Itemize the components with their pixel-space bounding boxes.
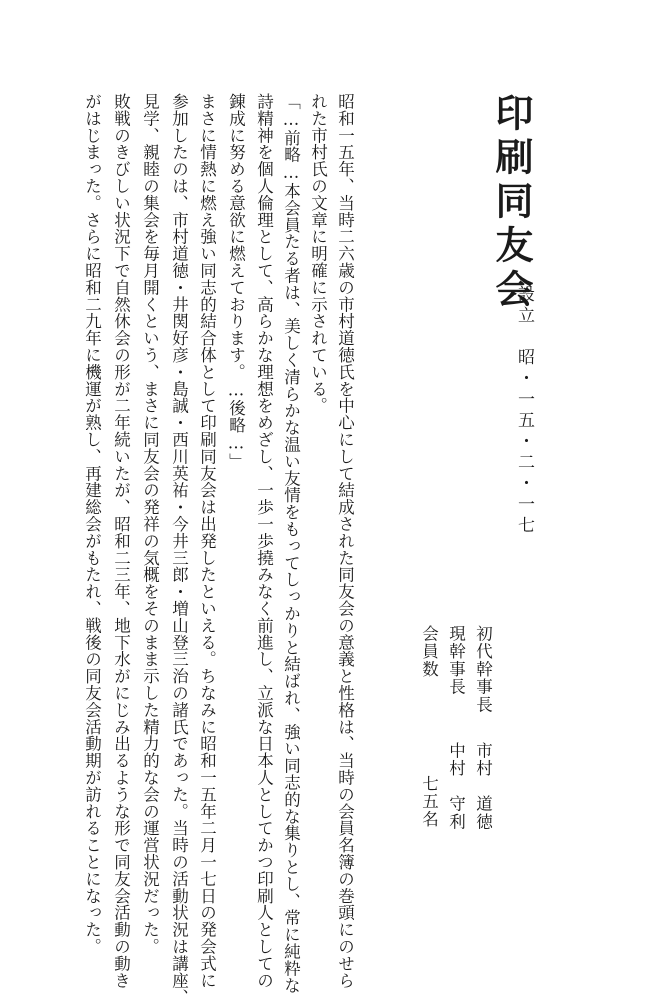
body-line: 昭和一五年、当時二六歳の市村道徳氏を中心にして結成された同友会の意義と性格は、当時の会員名簿の巻頭にのせら bbox=[335, 93, 355, 989]
body-line: 詩精神を個人倫理として、高らかな理想をめざし、一歩一歩撓みなく前進し、立派な日本人としてかつ印刷人としての bbox=[254, 93, 274, 989]
established-date: 設立 昭・一五・二・一七 bbox=[514, 285, 534, 537]
body-line: 敗戦のきびしい状況下で自然休会の形が二年続いたが、昭和二三年、地下水がにじみ出るような形で同友会活動の動き bbox=[111, 93, 131, 989]
body-line: 錬成に努める意欲に燃えております。…後略…」 bbox=[226, 93, 246, 470]
body-line: 参加したのは、市村道徳・井関好彦・島誠・西川英祐・今井三郎・増山登三治の諸氏であった。当時の活動状況は講座、 bbox=[169, 93, 189, 1006]
members-value: 七五名 bbox=[419, 775, 439, 829]
current-director-label: 現幹事長 bbox=[446, 625, 466, 696]
members-label: 会員数 bbox=[419, 625, 439, 679]
first-director-name: 市村 道徳 bbox=[473, 742, 493, 831]
page-title: 印刷同友会 bbox=[489, 93, 534, 313]
first-director-label: 初代幹事長 bbox=[473, 625, 493, 714]
current-director-name: 中村 守利 bbox=[446, 742, 466, 831]
body-line: 見学、親睦の集会を毎月開くという、まさに同友会の発祥の気概をそのまま示した精力的な会の運営状況だった。 bbox=[140, 93, 160, 955]
body-line: れた市村氏の文章に明確に示されている。 bbox=[308, 93, 328, 415]
body-line: まさに情熱に燃え強い同志的結合体として印刷同友会は出発したといえる。ちなみに昭和一五年二月一七日の発会式に bbox=[197, 93, 217, 989]
body-line: 「…前略…本会員たる者は、美しく清らかな温い友情をもってしっかりと結ばれ、強い同志的な集りとし、常に純粋な bbox=[281, 93, 301, 994]
body-line: がはじまった。さらに昭和二九年に機運が熟し、再建総会がもたれ、戦後の同友会活動期が訪れることになった。 bbox=[82, 93, 102, 955]
